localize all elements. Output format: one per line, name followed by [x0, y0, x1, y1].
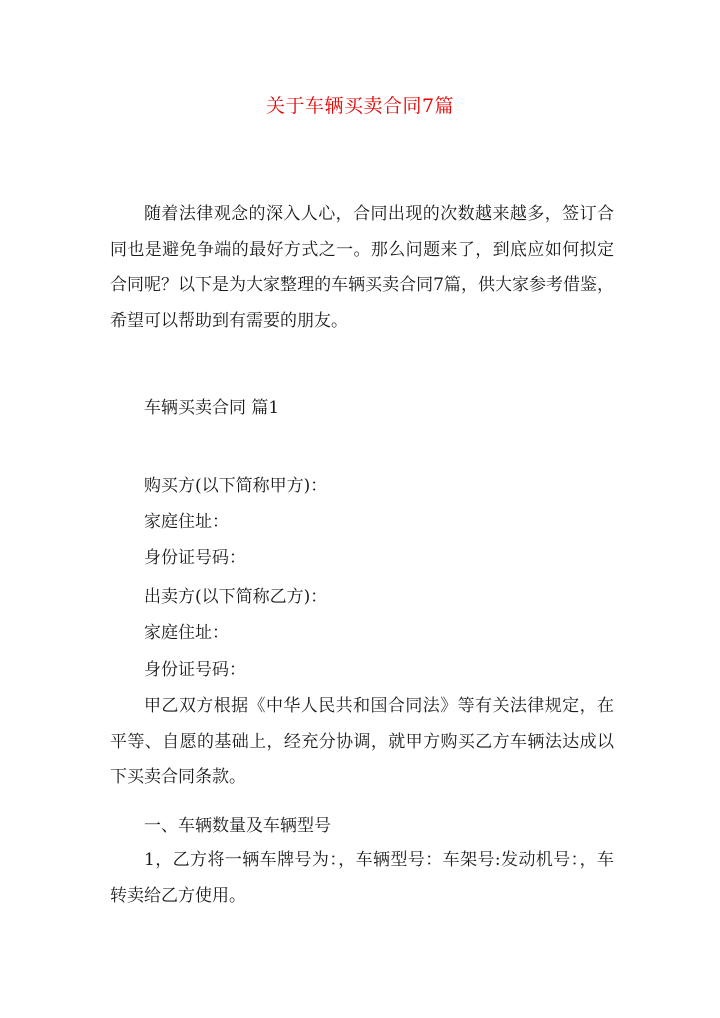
document-title: 关于车辆买卖合同7篇 [265, 95, 455, 117]
buyer-id-label: 身份证号码： [144, 548, 246, 568]
clause-1-heading: 一、车辆数量及车辆型号 [144, 816, 331, 836]
clause-1-item-1: 1，乙方将一辆车牌号为：，车辆型号：车架号:发动机号：，车转卖给乙方使用。 [110, 850, 614, 906]
buyer-address-label: 家庭住址： [144, 512, 229, 532]
seller-id-label: 身份证号码： [144, 660, 246, 680]
section-heading: 车辆买卖合同 篇1 [144, 398, 280, 418]
buyer-label: 购买方(以下简称甲方)： [144, 476, 328, 496]
seller-address-label: 家庭住址： [144, 623, 229, 643]
seller-label: 出卖方(以下简称乙方)： [144, 587, 328, 607]
intro-paragraph: 随着法律观念的深入人心，合同出现的次数越来越多，签订合同也是避免争端的最好方式之一。那么问题来了，到底应如何拟定合同呢？以下是为大家整理的车辆买卖合同7篇，供大家参考借鉴，希望可以帮助到有需要的朋友。 [110, 204, 614, 331]
agreement-paragraph: 甲乙双方根据《中华人民共和国合同法》等有关法律规定，在平等、自愿的基础上，经充分协调，就甲方购买乙方车辆法达成以下买卖合同条款。 [110, 696, 614, 787]
